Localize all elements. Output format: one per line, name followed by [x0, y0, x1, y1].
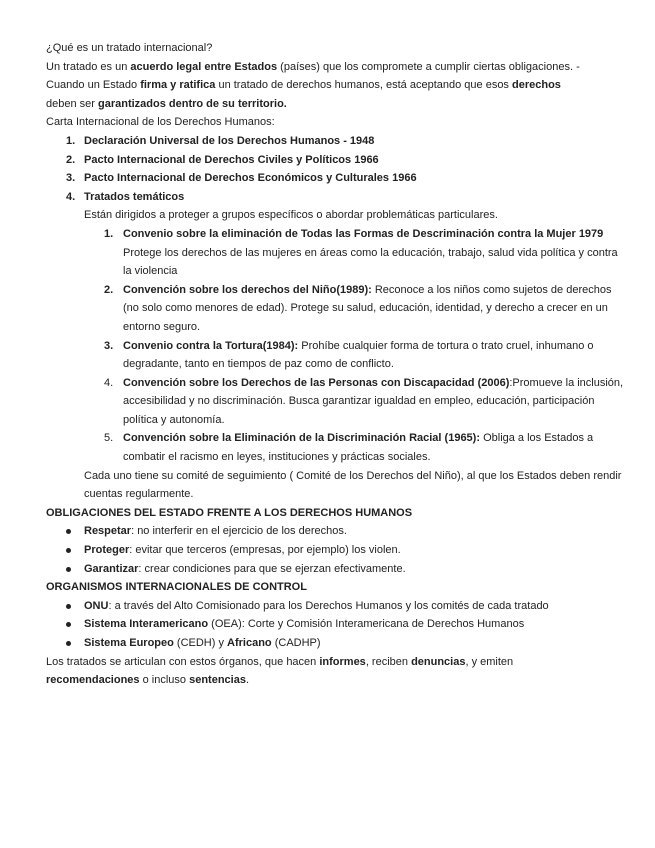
closing-bold: informes	[319, 655, 366, 668]
obligacion-text: : evitar que terceros (empresas, por ejemplo) los violen.	[129, 544, 401, 557]
bullet-icon	[66, 529, 71, 534]
list-number: 4.	[66, 190, 76, 203]
bullet-icon	[66, 641, 71, 646]
list-number: 3.	[66, 172, 76, 185]
closing-text: .	[245, 674, 250, 687]
obligacion-term: Garantizar	[84, 562, 139, 575]
bullet-icon	[66, 567, 71, 572]
list-number: 1.	[66, 134, 76, 147]
list-number: 1.	[104, 227, 114, 240]
closing-bold: sentencias	[189, 674, 246, 687]
intro-bold: derechos	[512, 79, 561, 92]
obligaciones-heading: OBLIGACIONES DEL ESTADO FRENTE A LOS DERECHOS HUMANOS	[46, 506, 413, 519]
list-number: 4.	[104, 376, 114, 389]
list-item	[46, 597, 624, 616]
intro-text: un tratado de derechos humanos, está aceptando que esos	[215, 79, 512, 92]
tematicos-footer: Cada uno tiene su comité de seguimiento ( Comité de los Derechos del Niño), al que los Estados deben rendir cuentas regularmente.	[84, 469, 622, 501]
intro-bold: firma y ratifica	[140, 79, 216, 92]
closing-text: o incluso	[139, 674, 190, 687]
list-number: 3.	[104, 339, 114, 352]
tematico-body: Prohíbe cualquier forma de tortura o trato cruel, inhumano o degradante, tanto en tiempos de paz como de conflicto.	[123, 339, 594, 371]
tematico-item	[84, 337, 624, 374]
closing-text: , y emiten	[465, 655, 514, 668]
intro-paragraph	[46, 58, 624, 114]
tematico-body: Protege los derechos de las mujeres en áreas como la educación, trabajo, salud vida política y contra la violencia	[123, 246, 618, 278]
list-number: 2.	[66, 153, 76, 166]
carta-item-text: Pacto Internacional de Derechos Económicos y Culturales 1966	[84, 172, 417, 185]
intro-text: Cuando un Estado	[46, 79, 141, 92]
obligacion-text: : no interferir en el ejercicio de los derechos.	[131, 525, 347, 538]
list-item	[46, 615, 624, 634]
tematico-body: Obliga a los Estados a combatir el racismo en leyes, instituciones y prácticas sociales.	[123, 432, 594, 464]
organismo-term: Sistema Interamericano	[84, 618, 209, 631]
obligacion-term: Respetar	[84, 525, 132, 538]
closing-bold: denuncias	[411, 655, 466, 668]
tematicos-list	[84, 225, 624, 467]
intro-text: Un tratado es un	[46, 60, 131, 73]
closing-paragraph	[46, 653, 624, 690]
organismo-text: (OEA): Corte y Comisión Interamericana de Derechos Humanos	[208, 618, 525, 631]
organismo-text: : a través del Alto Comisionado para los Derechos Humanos y los comités de cada tratado	[108, 599, 549, 612]
tematico-title: Convención sobre los derechos del Niño(1989):	[123, 283, 372, 296]
list-item	[46, 634, 624, 653]
tematico-title: Convenio contra la Tortura(1984):	[123, 339, 299, 352]
tematico-item	[84, 281, 624, 337]
organismos-heading: ORGANISMOS INTERNACIONALES DE CONTROL	[46, 581, 307, 594]
obligaciones-list	[46, 522, 624, 578]
carta-list	[46, 132, 624, 206]
organismo-text: (CEDH) y	[173, 637, 228, 649]
tematico-title: Convención sobre los Derechos de las Personas con Discapacidad (2006)	[123, 376, 510, 389]
intro-question: ¿Qué es un tratado internacional?	[46, 42, 213, 54]
tematico-item	[84, 429, 624, 466]
obligacion-term: Proteger	[84, 544, 130, 557]
organismos-list	[46, 597, 624, 653]
intro-text: (países) que los compromete a cumplir ciertas obligaciones. -	[277, 60, 580, 73]
list-item	[46, 560, 624, 579]
tematico-body: :Promueve la inclusión, accesibilidad y no discriminación. Busca garantizar igualdad en empleo, educación, participación política y autonomía.	[123, 376, 624, 426]
carta-item	[46, 169, 624, 188]
tematicos-description: Están dirigidos a proteger a grupos específicos o abordar problemáticas particulares.	[84, 209, 498, 222]
carta-title: Carta Internacional de los Derechos Humanos:	[46, 116, 275, 129]
obligacion-text: : crear condiciones para que se ejerzan efectivamente.	[138, 562, 406, 575]
intro-bold: garantizados dentro de su territorio.	[97, 97, 287, 110]
closing-text: , reciben	[365, 655, 412, 668]
organismo-term: Africano	[227, 637, 272, 649]
bullet-icon	[66, 548, 71, 553]
carta-item-text: Pacto Internacional de Derechos Civiles y Políticos 1966	[84, 153, 379, 166]
organismo-term: Sistema Europeo	[84, 637, 174, 649]
tematico-item	[84, 225, 624, 281]
bullet-icon	[66, 604, 71, 609]
organismo-text: (CADHP)	[271, 637, 321, 649]
intro-text: deben ser	[46, 97, 98, 110]
list-number: 2.	[104, 283, 114, 296]
closing-text: Los tratados se articulan con estos órganos, que hacen	[46, 655, 320, 668]
tematico-title: Convención sobre la Eliminación de la Discriminación Racial (1965):	[123, 432, 481, 445]
tematico-item	[84, 374, 624, 430]
list-item	[46, 522, 624, 541]
list-item	[46, 541, 624, 560]
tematico-title: Convenio sobre la eliminación de Todas las Formas de Descriminación contra la Mujer 1979	[123, 227, 604, 240]
closing-bold: recomendaciones	[46, 674, 140, 687]
carta-item-text: Tratados temáticos	[84, 190, 185, 203]
carta-item-text: Declaración Universal de los Derechos Humanos - 1948	[84, 134, 375, 147]
carta-item	[46, 188, 624, 207]
document-page	[46, 39, 624, 690]
carta-item	[46, 151, 624, 170]
bullet-icon	[66, 622, 71, 627]
intro-bold: acuerdo legal entre Estados	[130, 60, 278, 73]
tematico-body: Reconoce a los niños como sujetos de derechos (no solo como menores de edad). Protege su salud, educación, identidad, y derecho a crecer en un entorno seguro.	[123, 283, 612, 333]
organismo-term: ONU	[84, 599, 109, 612]
list-number: 5.	[104, 432, 114, 445]
carta-item	[46, 132, 624, 151]
